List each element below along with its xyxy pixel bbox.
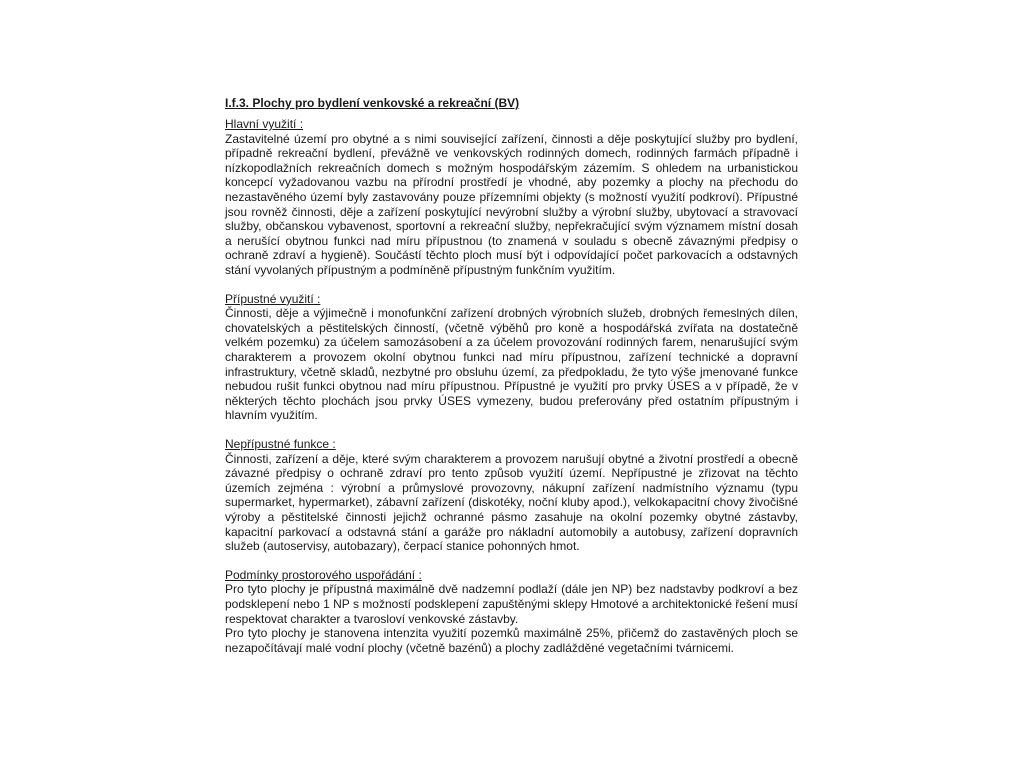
section-heading: Nepřípustné funkce :: [225, 436, 336, 451]
paragraph: Činnosti, zařízení a děje, které svým charakterem a provozem narušují obytné a životní prostředí a obecně závazné předpisy o ochraně zdraví pro tento způsob využití území. Nepřípustné je zřizovat na těchto územích zejména : výrobní a průmyslové provozovny, nákupní zařízení nadmístního významu (typu supermarket, hypermarket), zábavní zařízení (diskotéky, noční kluby apod.), velkokapacitní chovy živočišné výroby a pěstitelské činnosti jejichž ochranné pásmo zasahuje na okolní pozemky obytné zástavby, kapacitní parkovací a odstavná stání a garáže pro nákladní automobily a autobusy, zařízení dopravních služeb (autoservisy, autobazary), čerpací stanice pohonných hmot.: [225, 451, 798, 554]
document-title: I.f.3. Plochy pro bydlení venkovské a rekreační (BV): [225, 96, 520, 110]
section-heading: Podmínky prostorového uspořádání :: [225, 567, 422, 582]
paragraph: Zastavitelné území pro obytné a s nimi související zařízení, činnosti a děje poskytující služby pro bydlení, případně rekreační bydlení, převážně ve venkovských rodinných domech, rodinných farmách případně i nízkopodlažních rekreačních domech s možným hospodářským zázemím. S ohledem na urbanistickou koncepcí vyžadovanou vazbu na přírodní prostředí je vhodné, aby pozemky a plochy na přechodu do nezastavěného území byly zastavovány pouze přízemními objekty (s možností využití podkroví). Přípustné jsou rovněž činnosti, děje a zařízení poskytující nevýrobní služby a výrobní služby, ubytovací a stravovací služby, občanskou vybavenost, sportovní a rekreační služby, nepřekračující svým významem místní dosah a nerušící obytnou funkci nad míru přípustnou (to znamená v souladu s obecně závaznými předpisy o ochraně zdraví a hygieně). Součástí těchto ploch musí být i odpovídající počet parkovacích a odstavných stání vyvolaných přípustným a podmíněně přípustným funkčním využitím.: [225, 131, 798, 278]
paragraph: Činnosti, děje a výjimečně i monofunkční zařízení drobných výrobních služeb, drobných řemeslných dílen, chovatelských a pěstitelských činností, (včetně výběhů pro koně a hospodářská zvířata na dostatečně velkém pozemku) za účelem samozásobení a za účelem provozování rodinných farem, nenarušující svým charakterem a provozem okolní obytnou funkci nad míru přípustnou, zařízení technické a dopravní infrastruktury, včetně skladů, nezbytné pro obsluhu území, za předpokladu, že tyto výše jmenované funkce nebudou rušit funkci obytnou nad míru přípustnou. Přípustné je využití pro prvky ÚSES a v případě, že v některých těchto plochách jsou prvky ÚSES vymezeny, budou preferovány před ostatním přípustným i hlavním využitím.: [225, 306, 798, 423]
section-hlavni-vyuziti: [225, 117, 798, 278]
section-nepripustne-funkce: [225, 437, 798, 554]
section-heading: Hlavní využití :: [225, 117, 304, 132]
section-podminky-prostoroveho-usporadani: [225, 568, 798, 656]
paragraph: Pro tyto plochy je přípustná maximálně dvě nadzemní podlaží (dále jen NP) bez nadstavby podkroví a bez podsklepení nebo 1 NP s možností podsklepení zapuštěnými sklepy Hmotové a architektonické řešení musí respektovat charakter a tvarosloví venkovské zástavby.: [225, 582, 798, 626]
section-heading: Přípustné využití :: [225, 291, 321, 306]
section-pripustne-vyuziti: [225, 292, 798, 423]
document-text-block: [225, 96, 798, 655]
paragraph: Pro tyto plochy je stanovena intenzita využití pozemků maximálně 25%, přičemž do zastavěných ploch se nezapočítávají malé vodní plochy (včetně bazénů) a plochy zadlážděné vegetačními tvárnicemi.: [225, 626, 798, 655]
